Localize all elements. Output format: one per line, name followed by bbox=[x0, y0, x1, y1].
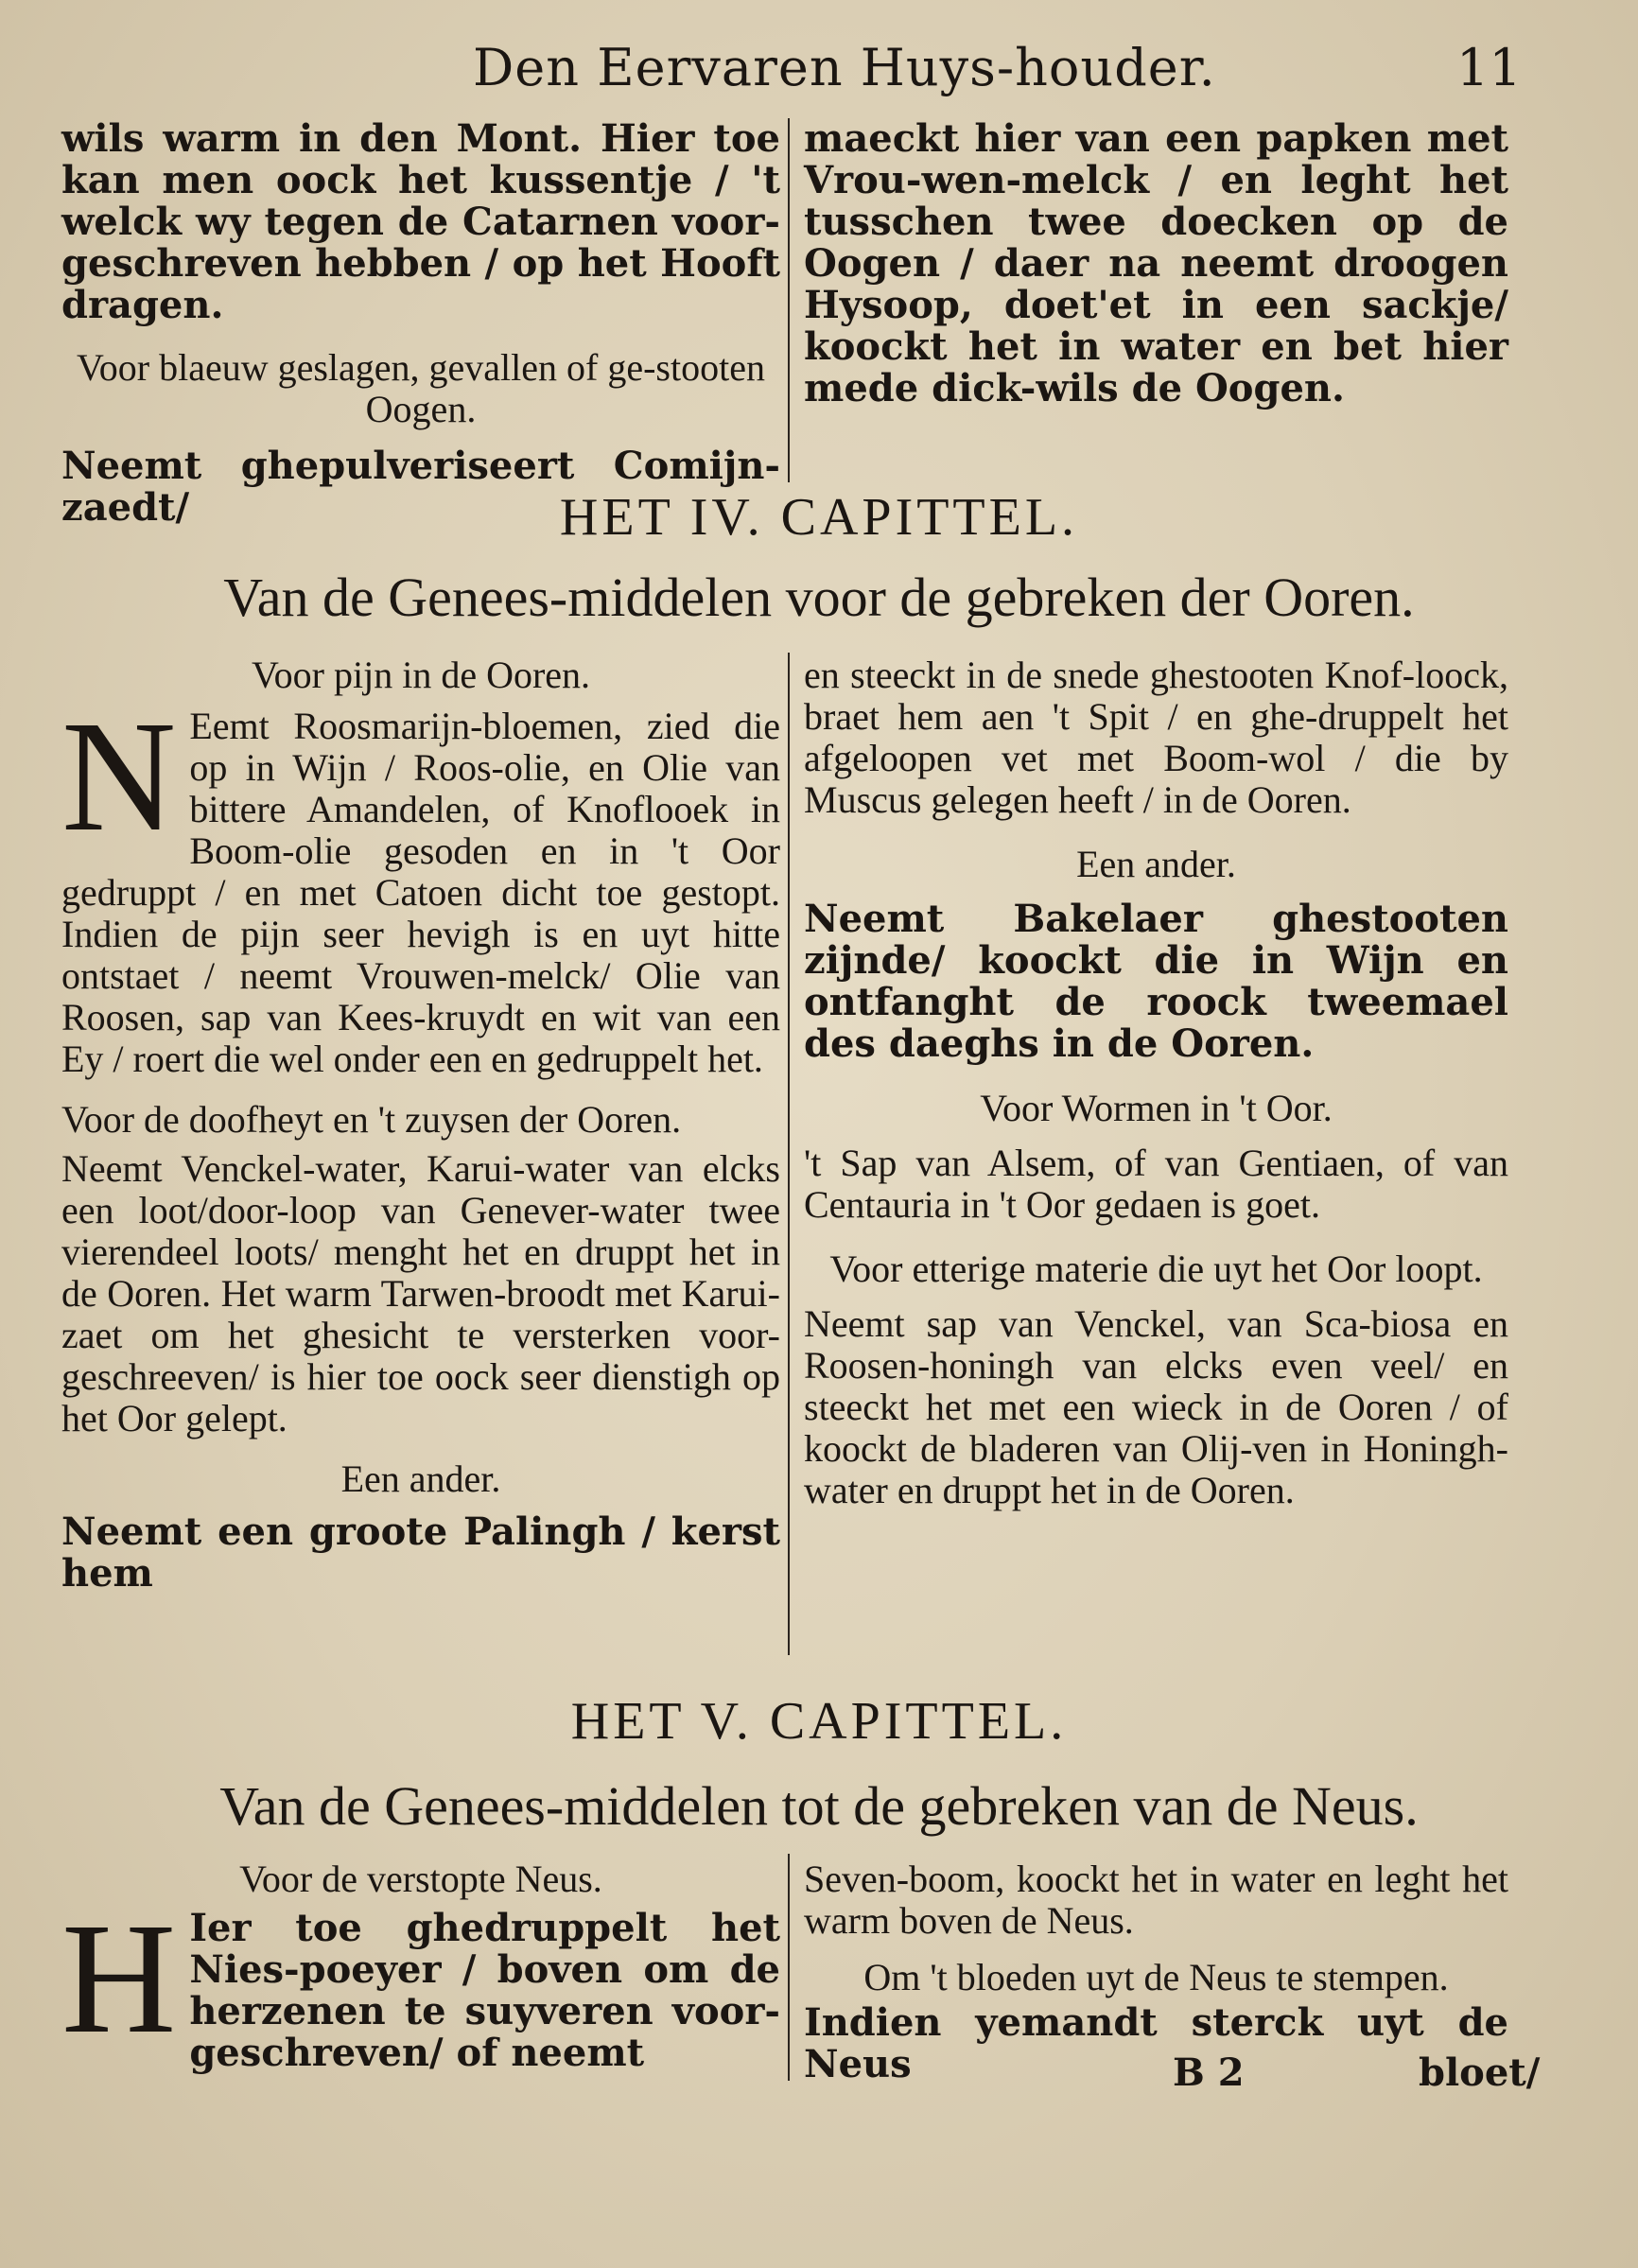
paragraph: Neemt sap van Venckel, van Sca-biosa en Roosen-honingh van elcks even veel/ en steeckt het met een wieck in de Ooren / of koockt de bladeren van Olij-ven in Honingh-water en druppt het in de Ooren. bbox=[804, 1302, 1508, 1511]
subheading: Een ander. bbox=[1076, 843, 1236, 885]
paragraph: maeckt hier van een papken met Vrou-wen-melck / en leght het tusschen twee doecken op de Oogen / daer na neemt droogen Hysoop, doet'et in een sackje/ koockt het in water en bet hier mede dick-wils de Oogen. bbox=[804, 116, 1508, 410]
paragraph: en steeckt in de snede ghestooten Knof-loock, braet hem aen 't Spit / en ghe-druppelt het afgeloopen vet met Boom-wol / die by Muscus gelegen heeft / in de Ooren. bbox=[804, 654, 1508, 821]
drop-cap: N bbox=[61, 689, 177, 864]
paragraph: Seven-boom, koockt het in water en leght het warm boven de Neus. bbox=[804, 1858, 1508, 1942]
page-header bbox=[0, 38, 1638, 104]
chapter-title: Van de Genees-middelen tot de gebreken van de Neus. bbox=[219, 1775, 1419, 1837]
subheading: Voor etterige materie die uyt het Oor loopt. bbox=[829, 1247, 1483, 1290]
top-right-column bbox=[804, 118, 1508, 410]
signature-mark: B 2 bbox=[1173, 2050, 1245, 2095]
chapter5-left-column bbox=[61, 1858, 780, 2074]
column-divider bbox=[788, 118, 790, 482]
column-divider bbox=[788, 1854, 790, 2081]
subheading: Voor de verstopte Neus. bbox=[239, 1858, 602, 1900]
subheading: Voor de doofheyt en 't zuysen der Ooren. bbox=[61, 1098, 682, 1141]
paragraph: 't Sap van Alsem, of van Gentiaen, of van Centauria in 't Oor gedaen is goet. bbox=[804, 1142, 1508, 1226]
drop-cap-paragraph bbox=[61, 1891, 780, 2075]
subheading: Voor blaeuw geslagen, gevallen of ge-stooten Oogen. bbox=[77, 346, 765, 430]
paragraph: Neemt ghepulveriseert Comijn-zaedt/ bbox=[61, 444, 780, 530]
paragraph: Neemt een groote Palingh / kerst hem bbox=[61, 1509, 780, 1596]
paragraph: Neemt Bakelaer ghestooten zijnde/ koockt die in Wijn en ontfanght de roock tweemael des daeghs in de Ooren. bbox=[804, 897, 1508, 1066]
catchword: bloet/ bbox=[1419, 2050, 1541, 2095]
paragraph: Indien yemandt sterck uyt de Neus bbox=[804, 2000, 1508, 2086]
chapter-heading: HET IV. CAPITTEL. bbox=[559, 488, 1079, 547]
drop-cap-paragraph bbox=[61, 689, 780, 1080]
page-number: 11 bbox=[1456, 38, 1522, 97]
top-left-column bbox=[61, 118, 780, 529]
subheading: Voor pijn in de Ooren. bbox=[251, 654, 591, 696]
chapter5-right-column bbox=[804, 1858, 1508, 2085]
paragraph: Ier toe ghedruppelt het Nies-poeyer / boven om de herzenen te suyveren voor-geschreven/ of neemt bbox=[189, 1906, 780, 2075]
chapter-heading: HET V. CAPITTEL. bbox=[570, 1692, 1068, 1751]
subheading: Voor Wormen in 't Oor. bbox=[980, 1087, 1333, 1129]
paragraph: wils warm in den Mont. Hier toe kan men oock het kussentje / 't welck wy tegen de Catarnen voor-geschreven hebben / op het Hooft dragen. bbox=[61, 116, 780, 327]
paragraph: Neemt Venckel-water, Karui-water van elcks een loot/door-loop van Genever-water twee vierendeel loots/ menght het en druppt het in de Ooren. Het warm Tarwen-broodt met Karui-zaet om het ghesicht te versterken voor-geschreeven/ is hier toe oock seer dienstigh op het Oor gelept. bbox=[61, 1147, 780, 1439]
running-head: Den Eervaren Huys-houder. bbox=[473, 38, 1216, 97]
drop-cap: H bbox=[61, 1891, 177, 2067]
column-divider bbox=[788, 653, 790, 1655]
chapter4-right-column bbox=[804, 654, 1508, 1511]
paragraph: Eemt Roosmarijn-bloemen, zied die op in Wijn / Roos-olie, en Olie van bittere Amandelen, of Knoflooek in Boom-olie gesoden en in 't Oor gedruppt / en met Catoen dicht toe gestopt. Indien de pijn seer hevigh is en uyt hitte ontstaet / neemt Vrouwen-melck/ Olie van Roosen, sap van Kees-kruydt en wit van een Ey / roert die wel onder een en gedruppelt het. bbox=[61, 705, 780, 1080]
subheading: Een ander. bbox=[340, 1457, 501, 1500]
chapter4-left-column bbox=[61, 654, 780, 1595]
chapter-title: Van de Genees-middelen voor de gebreken der Ooren. bbox=[223, 567, 1415, 628]
subheading: Om 't bloeden uyt de Neus te stempen. bbox=[863, 1956, 1449, 1998]
